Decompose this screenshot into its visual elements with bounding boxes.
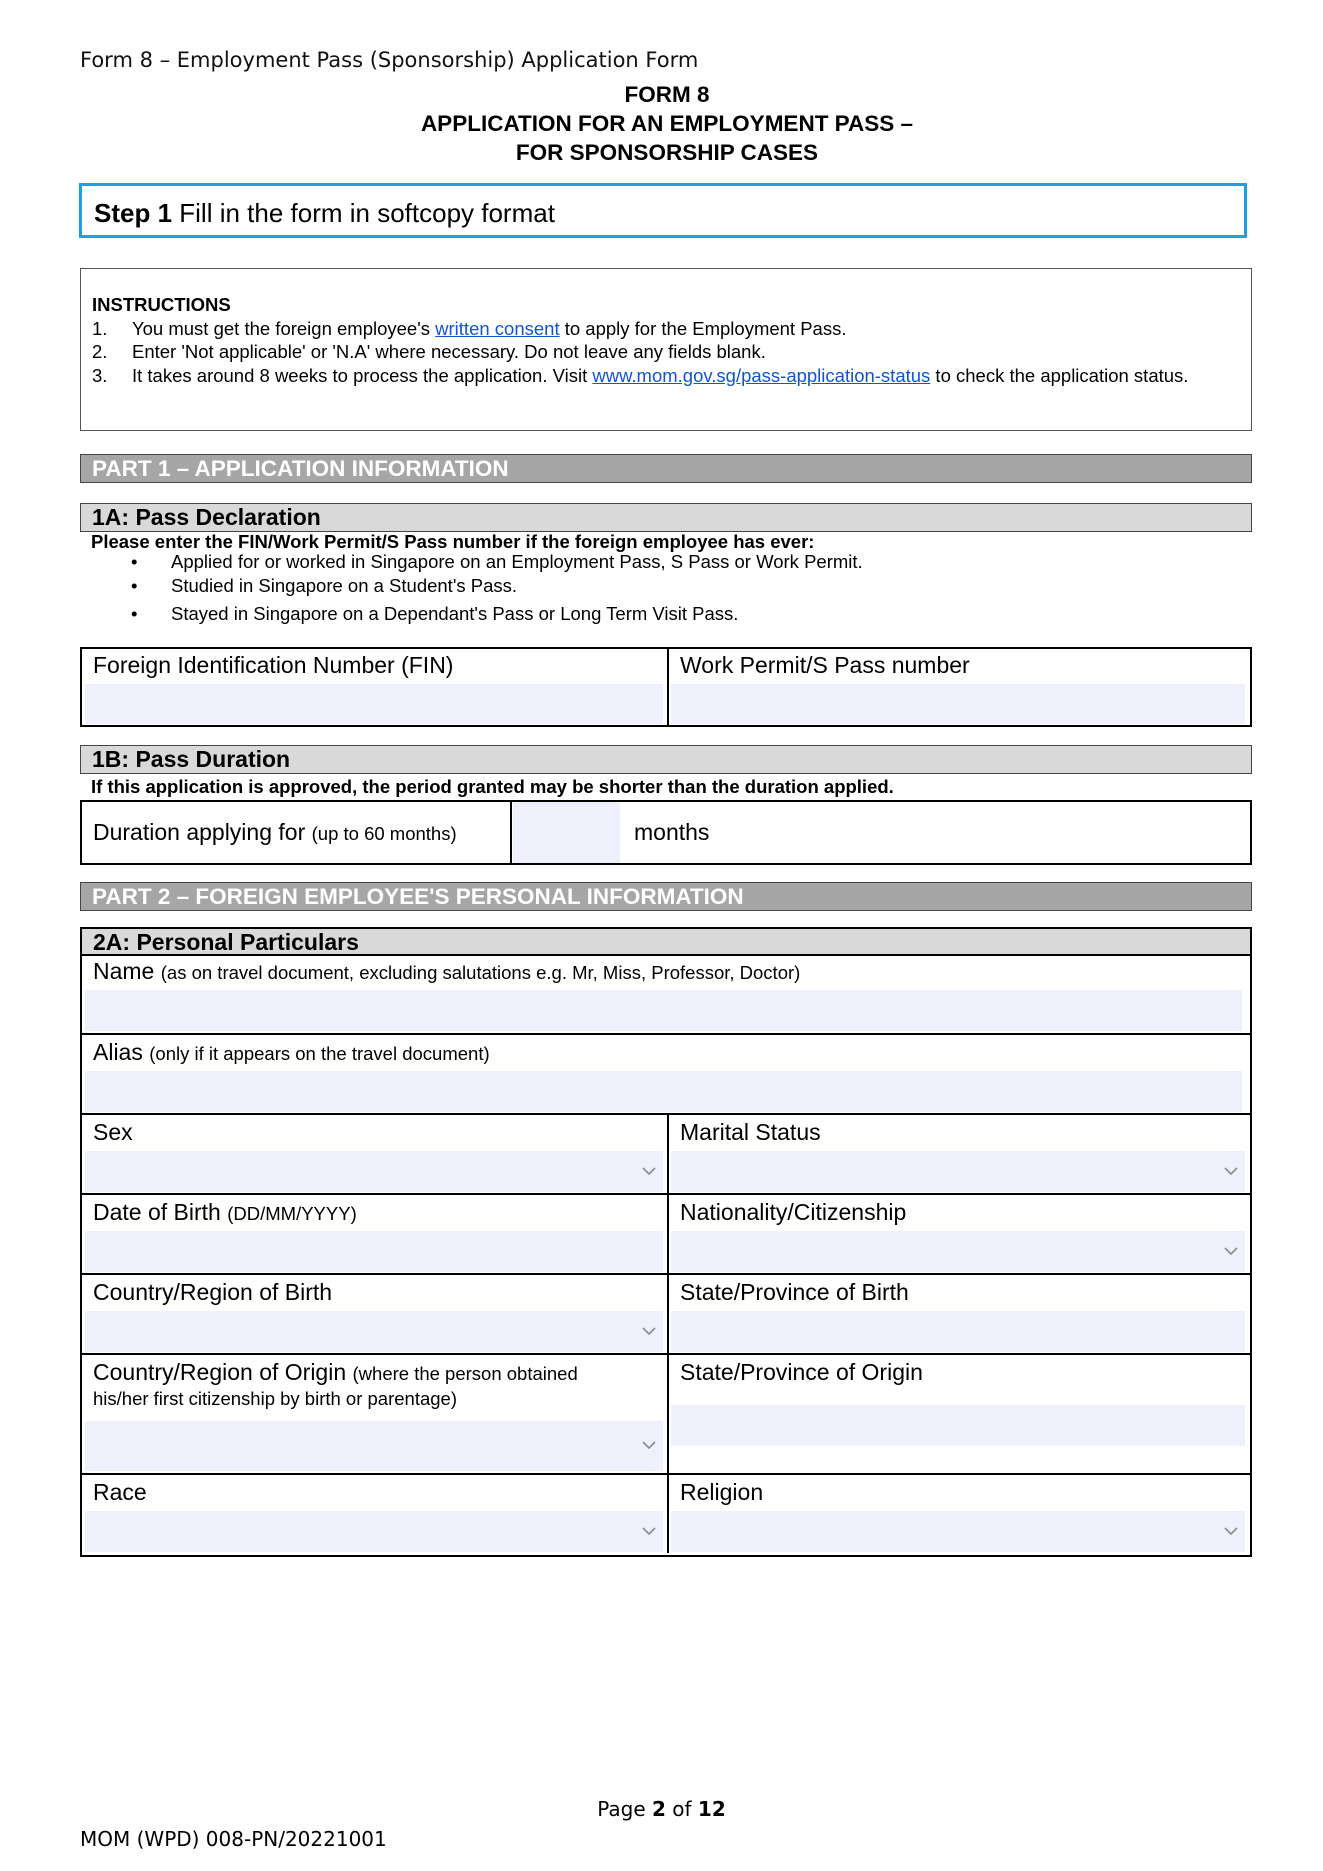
soo-label: State/Province of Origin xyxy=(680,1359,923,1385)
step-banner xyxy=(79,183,1247,238)
form-title-line2: FOR SPONSORSHIP CASES xyxy=(515,140,819,165)
dob-cell xyxy=(82,1195,667,1273)
sex-label: Sex xyxy=(93,1119,133,1145)
step-text: Fill in the form in softcopy format xyxy=(172,198,555,228)
dob-label: Date of Birth xyxy=(93,1199,221,1225)
coo-select[interactable] xyxy=(85,1421,663,1471)
section-1b-note: If this application is approved, the period granted may be shorter than the duration applied. xyxy=(91,776,894,797)
name-hint: (as on travel document, excluding salutations e.g. Mr, Miss, Professor, Doctor) xyxy=(160,962,801,983)
religion-select[interactable] xyxy=(671,1511,1245,1552)
form-title-block xyxy=(80,80,1254,167)
wp-input[interactable] xyxy=(671,684,1245,724)
name-label: Name xyxy=(93,958,155,984)
form-code: MOM (WPD) 008-PN/20221001 xyxy=(80,1827,387,1851)
sex-cell xyxy=(82,1115,667,1193)
soo-input[interactable] xyxy=(671,1405,1245,1446)
written-consent-link[interactable]: written consent xyxy=(435,317,560,339)
duration-unit: months xyxy=(634,819,710,845)
religion-label: Religion xyxy=(680,1479,764,1505)
marital-label: Marital Status xyxy=(680,1119,821,1145)
sob-input[interactable] xyxy=(671,1311,1245,1352)
cob-cell xyxy=(82,1275,667,1353)
form-number: FORM 8 xyxy=(624,82,710,107)
instructions-list xyxy=(92,317,1240,388)
coo-hint-line2: his/her first citizenship by birth or parentage) xyxy=(93,1388,458,1409)
instruction-item: 1. You must get the foreign employee's written consent to apply for the Employment Pass. xyxy=(92,317,847,339)
chevron-down-icon xyxy=(641,1440,657,1450)
marital-select[interactable] xyxy=(671,1151,1245,1192)
instructions-title: INSTRUCTIONS xyxy=(92,294,231,315)
form-title-line1: APPLICATION FOR AN EMPLOYMENT PASS – xyxy=(420,111,914,136)
bullet-item: • Studied in Singapore on a Student's Pass. xyxy=(131,574,863,598)
alias-label: Alias xyxy=(93,1039,143,1065)
wp-label: Work Permit/S Pass number xyxy=(680,652,970,678)
chevron-down-icon xyxy=(1223,1246,1239,1256)
step-label: Step 1 xyxy=(94,198,173,228)
duration-input[interactable] xyxy=(513,802,620,863)
instruction-item: 3. It takes around 8 weeks to process the application. Visit www.mom.gov.sg/pass-application-status to check the application status. xyxy=(92,364,1189,386)
chevron-down-icon xyxy=(641,1166,657,1176)
particulars-grid xyxy=(80,954,1252,1557)
chevron-down-icon xyxy=(1223,1526,1239,1536)
fin-input[interactable] xyxy=(85,684,663,724)
coo-label: Country/Region of Origin xyxy=(93,1359,347,1385)
alias-input[interactable] xyxy=(85,1071,1242,1112)
marital-cell xyxy=(669,1115,1250,1193)
sex-select[interactable] xyxy=(85,1151,663,1192)
status-check-link[interactable]: www.mom.gov.sg/pass-application-status xyxy=(592,364,931,386)
section-2a-header: 2A: Personal Particulars xyxy=(80,927,1252,956)
coo-hint: (where the person obtained xyxy=(352,1363,578,1384)
fin-cell xyxy=(82,649,667,725)
cob-label: Country/Region of Birth xyxy=(93,1279,333,1305)
chevron-down-icon xyxy=(1223,1166,1239,1176)
religion-cell xyxy=(669,1475,1250,1553)
wp-cell xyxy=(669,649,1250,725)
nationality-label: Nationality/Citizenship xyxy=(680,1199,907,1225)
dob-input[interactable] xyxy=(85,1231,663,1272)
sob-label: State/Province of Birth xyxy=(680,1279,909,1305)
name-input[interactable] xyxy=(85,990,1242,1031)
duration-label: Duration applying for xyxy=(93,819,306,845)
race-cell xyxy=(82,1475,667,1553)
duration-hint: (up to 60 months) xyxy=(311,823,457,844)
part2-header: PART 2 – FOREIGN EMPLOYEE'S PERSONAL INFORMATION xyxy=(80,882,1252,911)
sob-cell xyxy=(669,1275,1250,1353)
nationality-cell xyxy=(669,1195,1250,1273)
dob-hint: (DD/MM/YYYY) xyxy=(227,1203,357,1224)
alias-hint: (only if it appears on the travel document) xyxy=(149,1043,490,1064)
running-header: Form 8 – Employment Pass (Sponsorship) Application Form xyxy=(80,48,699,72)
coo-cell xyxy=(82,1355,667,1473)
race-label: Race xyxy=(93,1479,147,1505)
name-cell xyxy=(82,954,1250,1033)
chevron-down-icon xyxy=(641,1526,657,1536)
instruction-item: 2. Enter 'Not applicable' or 'N.A' where necessary. Do not leave any fields blank. xyxy=(92,341,766,362)
section-1a-bullets xyxy=(131,550,863,626)
duration-grid xyxy=(80,800,1252,865)
alias-cell xyxy=(82,1035,1250,1113)
chevron-down-icon xyxy=(641,1326,657,1336)
section-1a-header: 1A: Pass Declaration xyxy=(80,503,1252,532)
duration-label-cell xyxy=(82,802,510,863)
fin-grid xyxy=(80,647,1252,727)
nationality-select[interactable] xyxy=(671,1231,1245,1272)
part1-header: PART 1 – APPLICATION INFORMATION xyxy=(80,454,1252,483)
cob-select[interactable] xyxy=(85,1311,663,1352)
section-1a-note: Please enter the FIN/Work Permit/S Pass number if the foreign employee has ever: xyxy=(91,531,815,552)
bullet-item: • Applied for or worked in Singapore on an Employment Pass, S Pass or Work Permit. xyxy=(131,550,863,574)
race-select[interactable] xyxy=(85,1511,663,1552)
instructions-box xyxy=(80,268,1252,431)
bullet-item: • Stayed in Singapore on a Dependant's Pass or Long Term Visit Pass. xyxy=(131,602,863,626)
section-1b-header: 1B: Pass Duration xyxy=(80,745,1252,774)
soo-cell xyxy=(669,1355,1250,1473)
fin-label: Foreign Identification Number (FIN) xyxy=(93,652,454,678)
page-number: Page 2 of 12 xyxy=(597,1797,726,1821)
